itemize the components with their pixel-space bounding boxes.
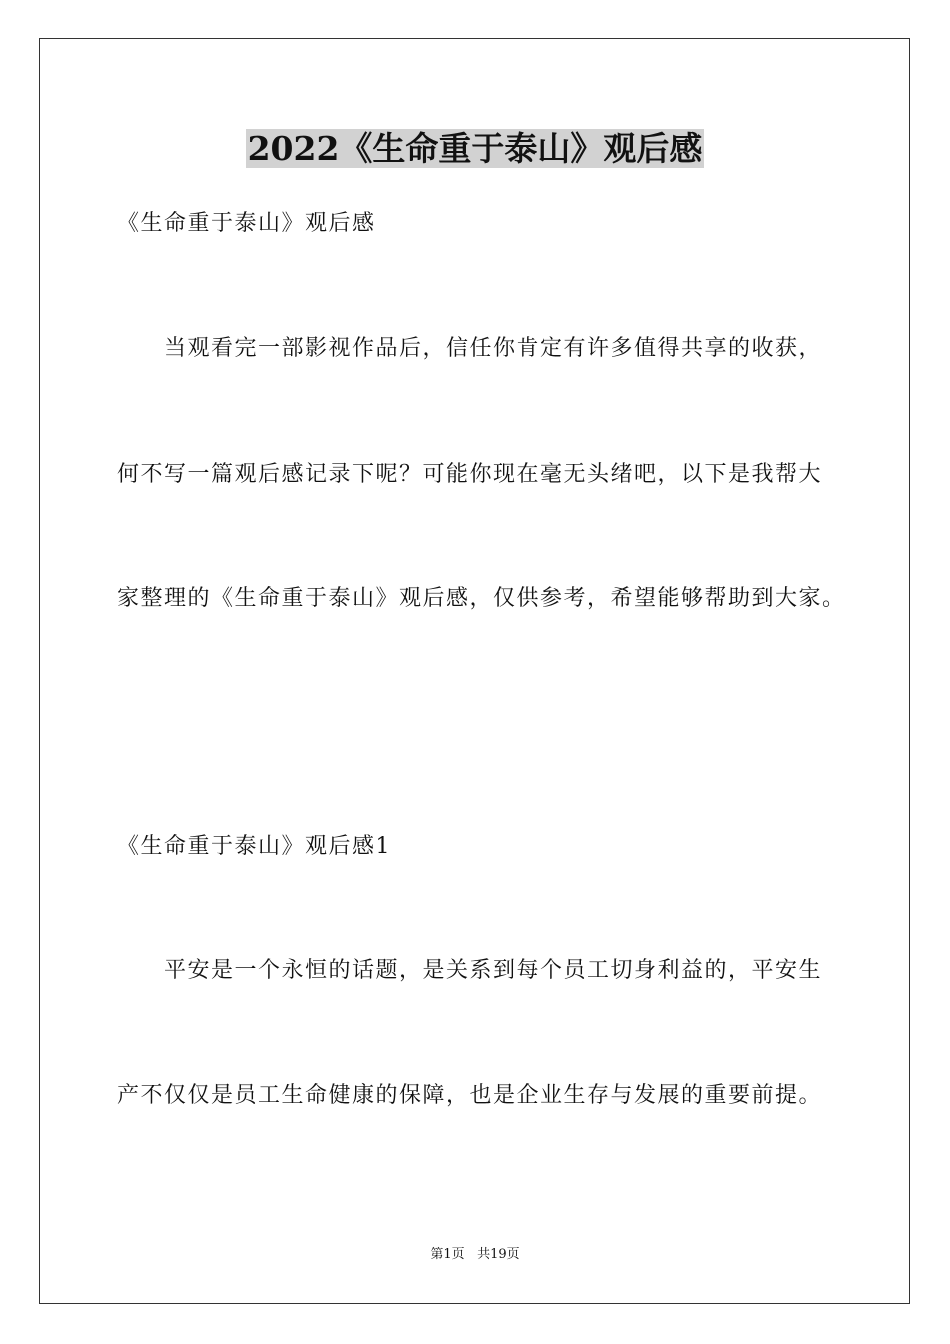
document-subtitle: 《生命重于泰山》观后感 (117, 211, 376, 236)
document-title (0, 127, 950, 171)
page-number-total: 共19页 (477, 1247, 520, 1262)
page-number-current: 第1页 (430, 1247, 465, 1262)
intro-line-2: 何不写一篇观后感记录下呢？可能你现在毫无头绪吧，以下是我帮大 (117, 462, 823, 487)
section1-line-2: 产不仅仅是员工生命健康的保障，也是企业生存与发展的重要前提。 (117, 1083, 823, 1108)
section1-heading: 《生命重于泰山》观后感1 (117, 834, 391, 859)
intro-line-1: 当观看完一部影视作品后，信任你肯定有许多值得共享的收获， (164, 336, 823, 361)
intro-line-3: 家整理的《生命重于泰山》观后感，仅供参考，希望能够帮助到大家。 (117, 586, 846, 611)
page-footer (0, 1246, 950, 1264)
document-title-text: 2022《生命重于泰山》观后感 (247, 129, 703, 168)
section1-line-1: 平安是一个永恒的话题，是关系到每个员工切身利益的，平安生 (164, 958, 823, 983)
